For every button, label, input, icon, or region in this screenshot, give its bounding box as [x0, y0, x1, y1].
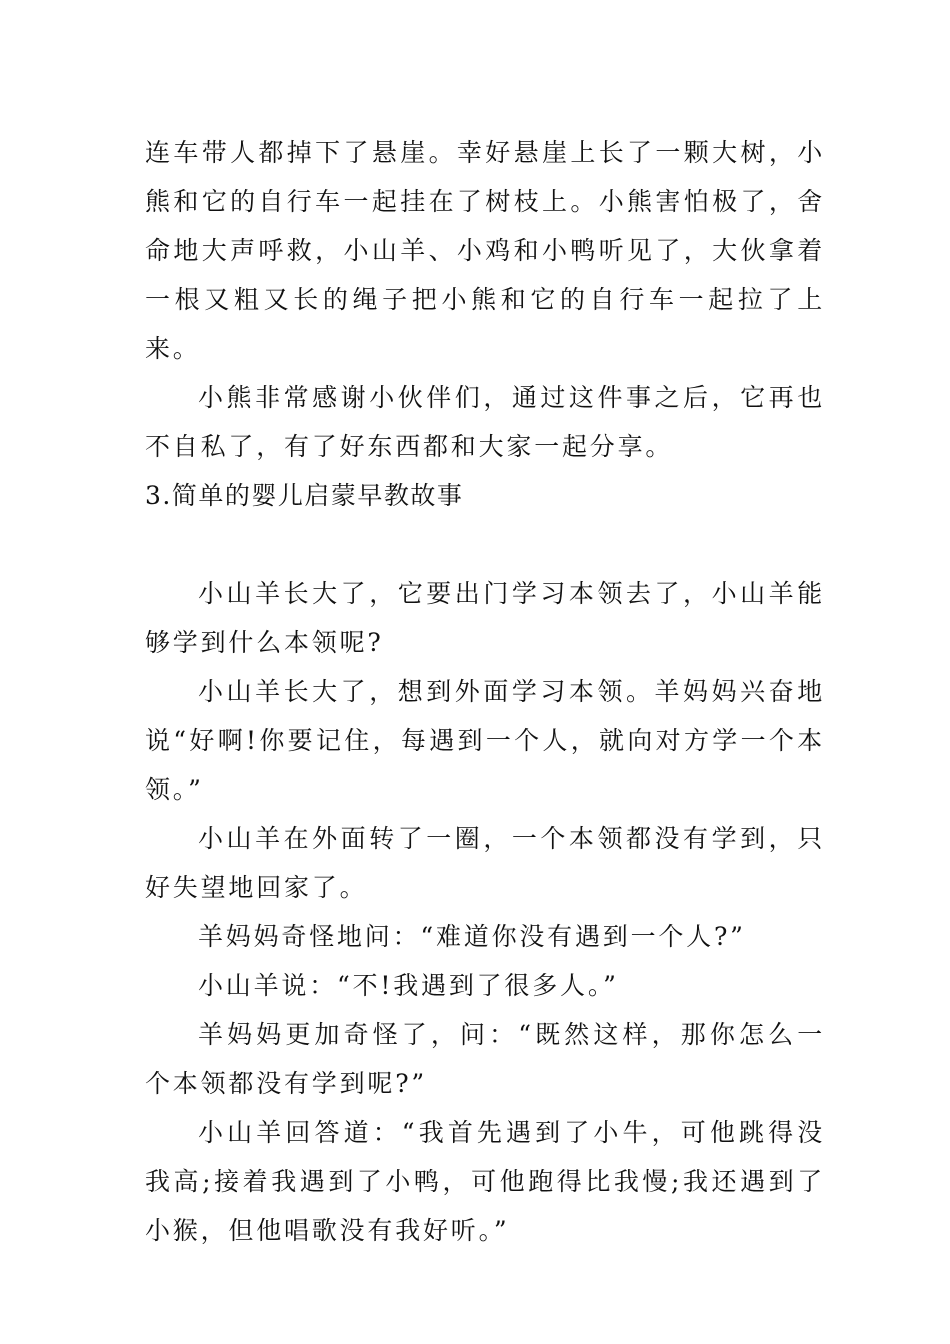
paragraph-bear-thanks: 小熊非常感谢小伙伴们，通过这件事之后，它再也不自私了，有了好东西都和大家一起分享。 [145, 383, 825, 461]
paragraph-mother-question: 羊妈妈奇怪地问：“难道你没有遇到一个人?” [198, 922, 746, 951]
section-heading: 3.简单的婴儿启蒙早教故事 [145, 481, 464, 510]
paragraph-goat-return: 小山羊在外面转了一圈，一个本领都没有学到，只好失望地回家了。 [145, 824, 825, 902]
paragraph-goat-answer: 小山羊说：“不!我遇到了很多人。” [198, 971, 619, 1000]
paragraph-goat-intro: 小山羊长大了，它要出门学习本领去了，小山羊能够学到什么本领呢? [145, 579, 825, 657]
blank-line [145, 520, 825, 569]
document-body [145, 128, 825, 1255]
paragraph-goat-mother-advice: 小山羊长大了，想到外面学习本领。羊妈妈兴奋地说“好啊!你要记住，每遇到一个人，就向对方学一个本领。” [145, 677, 825, 804]
paragraph-goat-explanation: 小山羊回答道：“我首先遇到了小牛，可他跳得没我高;接着我遇到了小鸭，可他跑得比我慢;我还遇到了小猴，但他唱歌没有我好听。” [145, 1118, 825, 1245]
paragraph-mother-second-question: 羊妈妈更加奇怪了，问：“既然这样，那你怎么一个本领都没有学到呢?” [145, 1020, 825, 1098]
paragraph-bear-fall: 连车带人都掉下了悬崖。幸好悬崖上长了一颗大树，小熊和它的自行车一起挂在了树枝上。小熊害怕极了，舍命地大声呼救，小山羊、小鸡和小鸭听见了，大伙拿着一根又粗又长的绳子把小熊和它的自行车一起拉了上来。 [145, 138, 825, 363]
